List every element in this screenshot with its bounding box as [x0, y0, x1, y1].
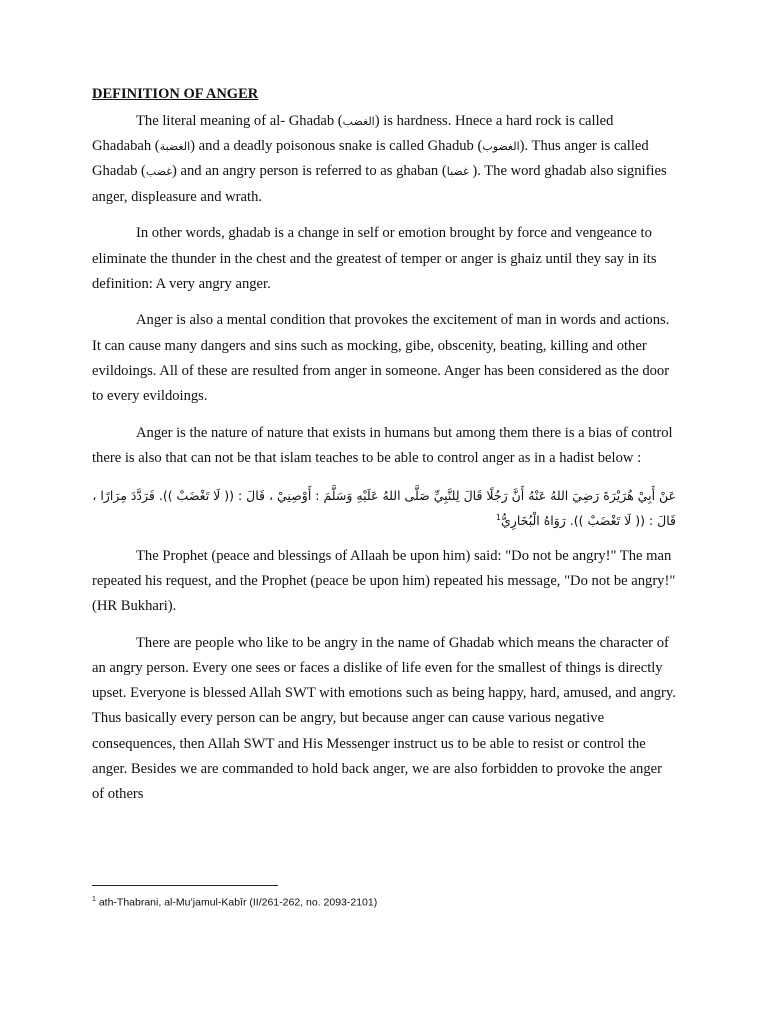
paragraph-prophet-said: The Prophet (peace and blessings of Allaah be upon him) said: "Do not be angry!" The man repeated his request, and the Prophet (peace be upon him) repeated his message, "Do not be angry!" (HR Bukhari).: [92, 547, 676, 615]
arabic-term-ghadab: غضب: [145, 165, 172, 179]
footnote-reference[interactable]: 1: [495, 512, 502, 522]
footnote-divider: [92, 885, 278, 886]
paragraph-literal-meaning: [92, 109, 676, 210]
footnote-text: ath-Thabrani, al-Mu’jamul-Kabîr (II/261-262, no. 2093-2101): [95, 896, 378, 909]
arabic-term-al-ghadab: الغضب: [342, 115, 375, 128]
paragraph-other-words: In other words, ghadab is a change in self or emotion brought by force and vengeance to eliminate the thunder in the chest and the greatest of temper or anger is ghaiz until they say in its definition: A very angry anger.: [92, 225, 657, 292]
footnote: [92, 893, 676, 910]
text-run: The literal meaning of al- Ghadab (: [136, 113, 343, 129]
text-run: ). The word ghadab also signifies anger, displeasure and wrath.: [92, 163, 667, 205]
arabic-term-ghadabah: الغضبة: [159, 140, 191, 154]
text-run: ) and an angry person is referred to as ghaban (: [172, 163, 447, 180]
arabic-term-ghaban: غضبا: [446, 165, 469, 179]
text-run: ) is hardness. Hnece a hard rock is called Ghadabah (: [92, 113, 614, 155]
paragraph-nature: Anger is the nature of nature that exists in humans but among them there is a bias of control there is also that can not be that islam teaches to be able to control anger as in a hadist below :: [92, 424, 673, 466]
arabic-hadith: [92, 483, 676, 533]
arabic-term-ghadub: الغضوب: [482, 140, 520, 154]
paragraph-mental-condition: Anger is also a mental condition that provokes the excitement of man in words and actions. It can cause many dangers and sins such as mocking, gibe, obscenity, beating, killing and other evildoings. All of these are resulted from anger in someone. Anger has been considered as the door to every evildoings.: [92, 312, 670, 405]
text-run: ) and a deadly poisonous snake is called Ghadub (: [190, 138, 483, 155]
footnote-number: 1: [92, 896, 96, 903]
arabic-hadith-text: عَنْ أَبِيْ هُرَيْرَةَ رَضِيَ اللهُ عَنْهُ أَنَّ رَجُلًا قَالَ لِلنَّبِيِّ صَلَّى اللهُ عَلَيْهِ وَسَلَّمَ : أَوْصِنِيْ ، قَالَ : (( لَا تَغْضَبْ )). فَرَدَّدَ مِرَارًا ، قَالَ : (( لَا تَغْضَبْ )). رَوَاهُ الْبُخَارِيُّ: [92, 487, 676, 528]
section-heading: DEFINITION OF ANGER: [92, 86, 259, 102]
document-page: [92, 84, 676, 819]
paragraph-angry-people: There are people who like to be angry in the name of Ghadab which means the character of an angry person. Every one sees or faces a dislike of life even for the smallest of things is directly upset. Everyone is blessed Allah SWT with emotions such as being happy, hard, amused, and angry. Thus basically every person can be angry, but because anger can cause various negative consequences, then Allah SWT and His Messenger instruct us to be able to resist or control the anger. Besides we are commanded to hold back anger, we are also forbidden to provoke the anger of others: [92, 634, 676, 802]
text-run: ). Thus anger is called Ghadab (: [92, 138, 649, 180]
